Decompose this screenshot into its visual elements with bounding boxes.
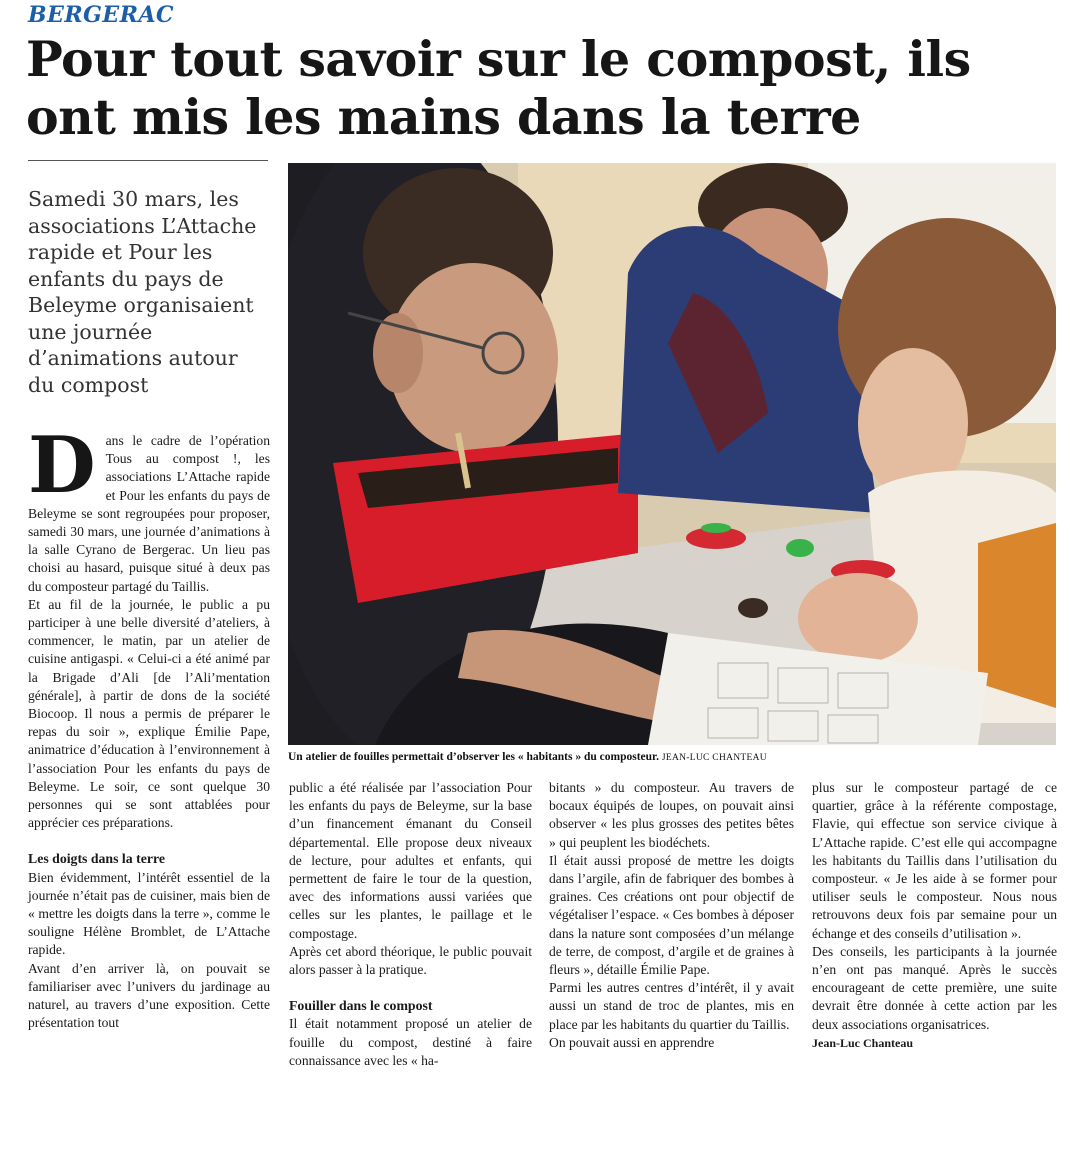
section-kicker: BERGERAC — [28, 2, 175, 28]
caption-text: Un atelier de fouilles permettait d’observer les « habitants » du composteur. — [288, 751, 659, 763]
column-2 — [289, 779, 532, 1070]
column-1 — [28, 420, 270, 1033]
paragraph: plus sur le composteur partagé de ce quartier, grâce à la référente compostage, Flavie, qui effectue son service civique à L’Attache rapide. C’est elle qui accompagne les habitants du Taillis dans l’utilisation du composteur. « Je les aide à se former pour utiliser seuls le composteur. Nous nous retrouvons deux fois par semaine pour un échange et des conseils d’utilisation ». — [812, 780, 1057, 941]
paragraph: Avant d’en arriver là, on pouvait se familiariser avec l’univers du jardinage au naturel, au travers d’une exposition. Cette présentation tout — [28, 960, 270, 1031]
standfirst: Samedi 30 mars, les associations L’Attache rapide et Pour les enfants du pays de Beleyme organisaient une journée d’animations autour du compost — [28, 187, 257, 397]
headline: Pour tout savoir sur le compost, ils ont mis les mains dans la terre — [26, 30, 971, 146]
paragraph: Bien évidemment, l’intérêt essentiel de la journée n’était pas de cuisiner, mais bien de « mettre les doigts dans la terre », comme le souligne Hélène Bromblet, de L’Attache rapide. — [28, 869, 270, 958]
paragraph: Après cet abord théorique, le public pouvait alors passer à la pratique. — [289, 943, 532, 978]
signature: Jean-Luc Chanteau — [812, 1035, 914, 1050]
divider — [28, 160, 268, 161]
paragraph: On pouvait aussi en apprendre — [549, 1034, 715, 1050]
paragraph: ans le cadre de l’opération Tous au compost !, les associations L’Attache rapide et Pour les enfants du pays de Beleyme se sont regroupées pour proposer, samedi 30 mars, une journée d’animations à la salle Cyrano de Bergerac. Un lieu pas choisi au hasard, puisque situé à deux pas du composteur partagé du Taillis. — [28, 433, 270, 594]
subheading: Fouiller dans le compost — [289, 998, 433, 1014]
article-photo — [288, 163, 1056, 745]
photo-caption — [288, 751, 1058, 763]
paragraph: public a été réalisée par l’association Pour les enfants du pays de Beleyme, sur la base d’un financement émanant du Conseil départemental. Elle propose deux niveaux de lecture, pour adultes et enfants, qui permettent de faire le tour de la question, avec des informations aussi variées que celles sur les plantes, le paillage et le compostage. — [289, 780, 532, 941]
paragraph: Il était aussi proposé de mettre les doigts dans l’argile, afin de fabriquer des bombes à graines. Ces créations ont pour objectif de végétaliser l’espace. « Ces bombes à déposer dans la nature sont composées d’un mélange de terre, de compost, d’argile et de graines à fleurs », détaille Émilie Pape. — [549, 852, 794, 978]
paragraph: Des conseils, les participants à la journée n’en ont pas manqué. Après le succès encourageant de cette première, une suite devrait être donnée à cette action par les deux associations organisatrices. — [812, 943, 1057, 1032]
paragraph: Il était notamment proposé un atelier de fouille du compost, destiné à faire connaissance avec les « ha- — [289, 1016, 532, 1068]
paragraph: Et au fil de la journée, le public a pu participer à une belle diversité d’ateliers, à commencer, le matin, par un atelier de cuisine antigaspi. « Celui-ci a été animé par la Brigade d’Ali [de l’Ali’mentation générale], à partir de dons de la société Biocoop. Il nous a permis de préparer le repas du soir », explique Émilie Pape, animatrice d’éducation à l’environnement à l’association Pour les enfants du pays de Beleyme. Le soir, ce sont quelque 30 personnes qui se sont attablées pour apprécier ces préparations. — [28, 596, 270, 831]
photo-credit: JEAN-LUC CHANTEAU — [661, 753, 767, 763]
column-3 — [549, 779, 794, 1052]
subheading: Les doigts dans la terre — [28, 851, 165, 867]
paragraph: bitants » du composteur. Au travers de bocaux équipés de loupes, on pouvait ainsi observer « les plus grosses des petites bêtes » qui peuplent les biodéchets. — [549, 780, 794, 850]
paragraph: Parmi les autres centres d’intérêt, il y avait aussi un stand de troc de plantes, mis en place par les habitants du quartier du Taillis. — [549, 980, 794, 1032]
column-4 — [812, 779, 1057, 1052]
dropcap: D — [28, 420, 96, 511]
